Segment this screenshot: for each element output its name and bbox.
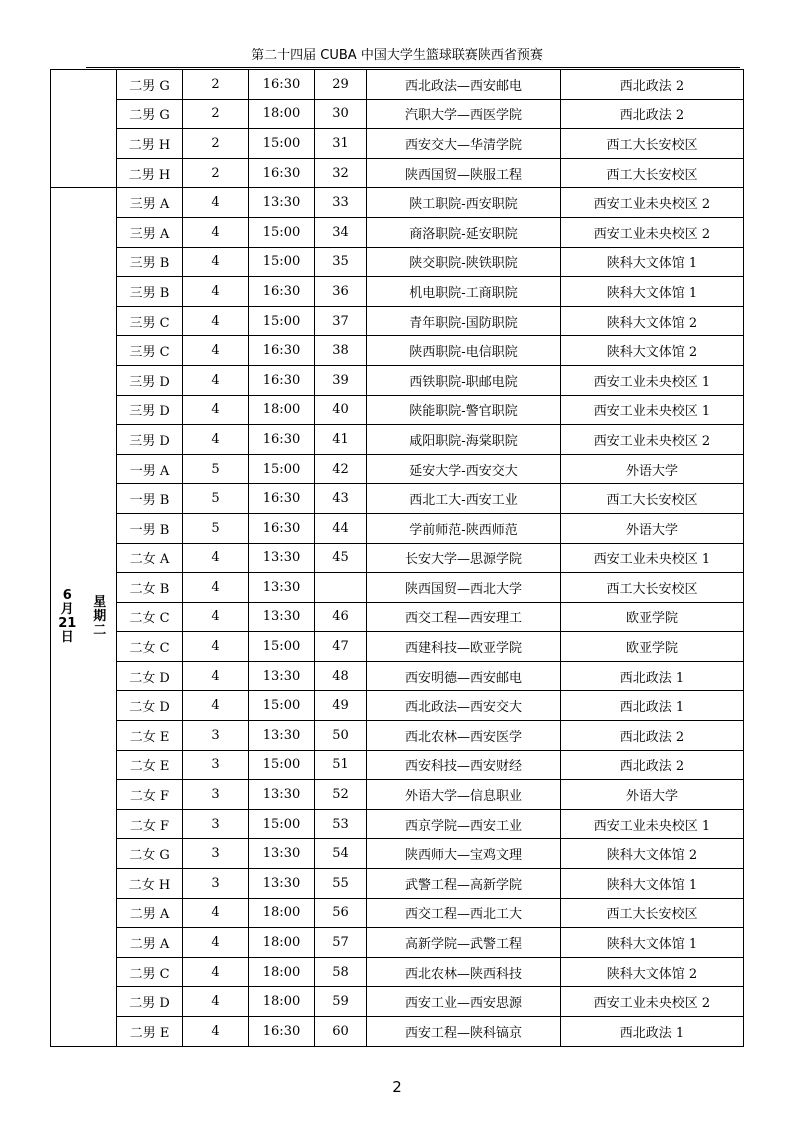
table-row (51, 188, 744, 218)
date-char: 日 (60, 629, 74, 645)
venue-cell: 西安工业未央校区 1 (561, 395, 744, 425)
time-cell: 16:30 (249, 484, 315, 514)
matchup-cell: 青年职院-国防职院 (367, 306, 561, 336)
group-cell: 二女 G (117, 839, 183, 869)
date-char: 月 (60, 601, 74, 617)
venue-cell: 欧亚学院 (561, 602, 744, 632)
match-number-cell: 50 (315, 721, 367, 751)
group-cell: 二男 A (117, 928, 183, 958)
matchup-cell: 机电职院-工商职院 (367, 277, 561, 307)
group-cell: 三男 A (117, 217, 183, 247)
document-header: 第二十四届 CUBA 中国大学生篮球联赛陕西省预赛 (251, 48, 543, 63)
date-char: 21 (58, 615, 77, 631)
venue-cell: 西安工业未央校区 1 (561, 809, 744, 839)
match-number-cell: 58 (315, 957, 367, 987)
time-cell: 15:00 (249, 632, 315, 662)
matchup-cell: 陕西师大—宝鸡文理 (367, 839, 561, 869)
time-cell: 18:00 (249, 99, 315, 129)
time-cell: 16:30 (249, 1017, 315, 1047)
match-number-cell: 47 (315, 632, 367, 662)
venue-cell: 陕科大文体馆 2 (561, 839, 744, 869)
group-cell: 三男 D (117, 395, 183, 425)
time-cell: 16:30 (249, 70, 315, 100)
round-cell: 4 (183, 365, 249, 395)
venue-cell: 陕科大文体馆 2 (561, 336, 744, 366)
time-cell: 13:30 (249, 839, 315, 869)
round-cell: 4 (183, 928, 249, 958)
venue-cell: 西安工业未央校区 2 (561, 425, 744, 455)
group-cell: 二男 D (117, 987, 183, 1017)
match-number-cell: 40 (315, 395, 367, 425)
group-cell: 一男 B (117, 484, 183, 514)
table-row (51, 484, 744, 514)
time-cell: 13:30 (249, 780, 315, 810)
date-cell (51, 188, 84, 1046)
time-cell: 16:30 (249, 425, 315, 455)
match-number-cell: 46 (315, 602, 367, 632)
match-number-cell: 55 (315, 869, 367, 899)
round-cell: 3 (183, 721, 249, 751)
venue-cell: 西工大长安校区 (561, 129, 744, 159)
match-number-cell: 57 (315, 928, 367, 958)
venue-cell: 陕科大文体馆 1 (561, 277, 744, 307)
table-row (51, 721, 744, 751)
weekday-char: 星 (93, 594, 107, 610)
round-cell: 2 (183, 70, 249, 100)
group-cell: 二女 E (117, 750, 183, 780)
time-cell: 15:00 (249, 750, 315, 780)
venue-cell: 西安工业未央校区 2 (561, 987, 744, 1017)
matchup-cell: 西交工程—西安理工 (367, 602, 561, 632)
table-row (51, 70, 744, 100)
venue-cell: 西安工业未央校区 2 (561, 217, 744, 247)
table-row (51, 691, 744, 721)
group-cell: 二女 D (117, 661, 183, 691)
table-row (51, 217, 744, 247)
match-number-cell: 51 (315, 750, 367, 780)
time-cell: 18:00 (249, 395, 315, 425)
time-cell: 16:30 (249, 365, 315, 395)
match-number-cell: 43 (315, 484, 367, 514)
round-cell: 4 (183, 573, 249, 603)
table-row (51, 987, 744, 1017)
round-cell: 4 (183, 691, 249, 721)
round-cell: 4 (183, 632, 249, 662)
match-number-cell: 53 (315, 809, 367, 839)
group-cell: 二男 G (117, 99, 183, 129)
group-cell: 二女 C (117, 602, 183, 632)
round-cell: 3 (183, 750, 249, 780)
group-cell: 二男 H (117, 129, 183, 159)
table-row (51, 425, 744, 455)
matchup-cell: 陕交职院-陕铁职院 (367, 247, 561, 277)
round-cell: 3 (183, 780, 249, 810)
venue-cell: 陕科大文体馆 1 (561, 869, 744, 899)
matchup-cell: 西北农林—西安医学 (367, 721, 561, 751)
matchup-cell: 武警工程—高新学院 (367, 869, 561, 899)
group-cell: 二男 G (117, 70, 183, 100)
group-cell: 二男 E (117, 1017, 183, 1047)
table-row (51, 158, 744, 188)
venue-cell: 西工大长安校区 (561, 158, 744, 188)
matchup-cell: 陕能职院-警官职院 (367, 395, 561, 425)
match-number-cell: 34 (315, 217, 367, 247)
schedule-body (51, 70, 744, 1047)
match-number-cell: 32 (315, 158, 367, 188)
round-cell: 4 (183, 661, 249, 691)
table-row (51, 898, 744, 928)
table-row (51, 839, 744, 869)
group-cell: 一男 B (117, 513, 183, 543)
matchup-cell: 外语大学—信息职业 (367, 780, 561, 810)
venue-cell: 西工大长安校区 (561, 898, 744, 928)
time-cell: 13:30 (249, 573, 315, 603)
venue-cell: 外语大学 (561, 454, 744, 484)
table-row (51, 602, 744, 632)
match-number-cell: 44 (315, 513, 367, 543)
time-cell: 18:00 (249, 987, 315, 1017)
time-cell: 15:00 (249, 217, 315, 247)
match-number-cell: 49 (315, 691, 367, 721)
group-cell: 三男 B (117, 277, 183, 307)
matchup-cell: 陕西职院-电信职院 (367, 336, 561, 366)
table-row (51, 661, 744, 691)
matchup-cell: 西安工程—陕科镐京 (367, 1017, 561, 1047)
time-cell: 13:30 (249, 661, 315, 691)
match-number-cell: 52 (315, 780, 367, 810)
round-cell: 4 (183, 188, 249, 218)
round-cell: 4 (183, 336, 249, 366)
venue-cell: 西北政法 2 (561, 721, 744, 751)
match-number-cell: 54 (315, 839, 367, 869)
venue-cell: 西安工业未央校区 1 (561, 543, 744, 573)
match-number-cell: 29 (315, 70, 367, 100)
table-row (51, 573, 744, 603)
round-cell: 5 (183, 484, 249, 514)
table-row (51, 869, 744, 899)
time-cell: 13:30 (249, 869, 315, 899)
time-cell: 16:30 (249, 277, 315, 307)
table-row (51, 780, 744, 810)
group-cell: 三男 C (117, 336, 183, 366)
match-number-cell: 38 (315, 336, 367, 366)
matchup-cell: 西北政法—西安邮电 (367, 70, 561, 100)
round-cell: 4 (183, 395, 249, 425)
table-row (51, 928, 744, 958)
time-cell: 15:00 (249, 129, 315, 159)
group-cell: 三男 D (117, 365, 183, 395)
match-number-cell: 31 (315, 129, 367, 159)
round-cell: 4 (183, 957, 249, 987)
time-cell: 18:00 (249, 957, 315, 987)
matchup-cell: 西安明德—西安邮电 (367, 661, 561, 691)
table-row (51, 247, 744, 277)
table-row (51, 750, 744, 780)
matchup-cell: 学前师范-陕西师范 (367, 513, 561, 543)
match-number-cell: 45 (315, 543, 367, 573)
venue-cell: 西北政法 2 (561, 99, 744, 129)
matchup-cell: 延安大学-西安交大 (367, 454, 561, 484)
matchup-cell: 高新学院—武警工程 (367, 928, 561, 958)
table-row (51, 513, 744, 543)
round-cell: 4 (183, 602, 249, 632)
group-cell: 二女 A (117, 543, 183, 573)
match-number-cell: 39 (315, 365, 367, 395)
matchup-cell: 西安科技—西安财经 (367, 750, 561, 780)
venue-cell: 外语大学 (561, 780, 744, 810)
round-cell: 4 (183, 898, 249, 928)
header-rule (86, 67, 740, 68)
table-row (51, 336, 744, 366)
table-row (51, 395, 744, 425)
round-cell: 4 (183, 217, 249, 247)
round-cell: 2 (183, 99, 249, 129)
time-cell: 13:30 (249, 602, 315, 632)
group-cell: 二男 A (117, 898, 183, 928)
matchup-cell: 陕工职院-西安职院 (367, 188, 561, 218)
match-number-cell (315, 573, 367, 603)
table-row (51, 543, 744, 573)
matchup-cell: 西建科技—欧亚学院 (367, 632, 561, 662)
table-row (51, 809, 744, 839)
time-cell: 18:00 (249, 928, 315, 958)
venue-cell: 陕科大文体馆 2 (561, 957, 744, 987)
matchup-cell: 西安工业—西安思源 (367, 987, 561, 1017)
round-cell: 3 (183, 839, 249, 869)
venue-cell: 西北政法 1 (561, 661, 744, 691)
group-cell: 二女 B (117, 573, 183, 603)
group-cell: 二女 E (117, 721, 183, 751)
schedule-table (50, 69, 744, 1047)
date-cell-blank (51, 70, 84, 188)
venue-cell: 西工大长安校区 (561, 484, 744, 514)
match-number-cell: 30 (315, 99, 367, 129)
matchup-cell: 西安交大—华清学院 (367, 129, 561, 159)
match-number-cell: 35 (315, 247, 367, 277)
group-cell: 三男 C (117, 306, 183, 336)
match-number-cell: 60 (315, 1017, 367, 1047)
time-cell: 15:00 (249, 809, 315, 839)
group-cell: 二男 C (117, 957, 183, 987)
group-cell: 二男 H (117, 158, 183, 188)
weekday-char: 期 (93, 608, 107, 624)
venue-cell: 西北政法 1 (561, 1017, 744, 1047)
time-cell: 15:00 (249, 306, 315, 336)
matchup-cell: 商洛职院-延安职院 (367, 217, 561, 247)
matchup-cell: 西北政法—西安交大 (367, 691, 561, 721)
weekday-char: 二 (93, 622, 107, 638)
table-row (51, 277, 744, 307)
table-row (51, 454, 744, 484)
group-cell: 二女 D (117, 691, 183, 721)
match-number-cell: 37 (315, 306, 367, 336)
round-cell: 4 (183, 247, 249, 277)
match-number-cell: 56 (315, 898, 367, 928)
date-char: 6 (62, 587, 72, 603)
round-cell: 4 (183, 543, 249, 573)
match-number-cell: 36 (315, 277, 367, 307)
weekday-cell (84, 188, 117, 1046)
round-cell: 4 (183, 306, 249, 336)
venue-cell: 陕科大文体馆 2 (561, 306, 744, 336)
matchup-cell: 西铁职院-职邮电院 (367, 365, 561, 395)
round-cell: 2 (183, 129, 249, 159)
time-cell: 15:00 (249, 691, 315, 721)
venue-cell: 欧亚学院 (561, 632, 744, 662)
round-cell: 5 (183, 513, 249, 543)
weekday-cell-blank (84, 70, 117, 188)
venue-cell: 外语大学 (561, 513, 744, 543)
venue-cell: 陕科大文体馆 1 (561, 247, 744, 277)
time-cell: 15:00 (249, 454, 315, 484)
matchup-cell: 陕西国贸—西北大学 (367, 573, 561, 603)
table-row (51, 957, 744, 987)
group-cell: 二女 F (117, 809, 183, 839)
table-row (51, 1017, 744, 1047)
group-cell: 三男 D (117, 425, 183, 455)
match-number-cell: 48 (315, 661, 367, 691)
matchup-cell: 西北农林—陕西科技 (367, 957, 561, 987)
time-cell: 16:30 (249, 158, 315, 188)
time-cell: 13:30 (249, 188, 315, 218)
round-cell: 2 (183, 158, 249, 188)
matchup-cell: 西北工大-西安工业 (367, 484, 561, 514)
venue-cell: 西工大长安校区 (561, 573, 744, 603)
time-cell: 13:30 (249, 543, 315, 573)
round-cell: 3 (183, 809, 249, 839)
group-cell: 一男 A (117, 454, 183, 484)
venue-cell: 西北政法 2 (561, 750, 744, 780)
table-row (51, 632, 744, 662)
round-cell: 4 (183, 987, 249, 1017)
matchup-cell: 西京学院—西安工业 (367, 809, 561, 839)
round-cell: 3 (183, 869, 249, 899)
round-cell: 4 (183, 425, 249, 455)
table-row (51, 99, 744, 129)
table-row (51, 129, 744, 159)
match-number-cell: 59 (315, 987, 367, 1017)
round-cell: 4 (183, 1017, 249, 1047)
matchup-cell: 咸阳职院-海棠职院 (367, 425, 561, 455)
round-cell: 5 (183, 454, 249, 484)
matchup-cell: 汽职大学—西医学院 (367, 99, 561, 129)
venue-cell: 西安工业未央校区 1 (561, 365, 744, 395)
match-number-cell: 41 (315, 425, 367, 455)
round-cell: 4 (183, 277, 249, 307)
venue-cell: 西北政法 2 (561, 70, 744, 100)
page-number: 2 (392, 1078, 402, 1096)
venue-cell: 陕科大文体馆 1 (561, 928, 744, 958)
time-cell: 18:00 (249, 898, 315, 928)
venue-cell: 西安工业未央校区 2 (561, 188, 744, 218)
time-cell: 16:30 (249, 513, 315, 543)
group-cell: 三男 A (117, 188, 183, 218)
time-cell: 16:30 (249, 336, 315, 366)
table-row (51, 306, 744, 336)
match-number-cell: 33 (315, 188, 367, 218)
group-cell: 二女 C (117, 632, 183, 662)
matchup-cell: 陕西国贸—陕服工程 (367, 158, 561, 188)
matchup-cell: 长安大学—思源学院 (367, 543, 561, 573)
time-cell: 13:30 (249, 721, 315, 751)
venue-cell: 西北政法 1 (561, 691, 744, 721)
time-cell: 15:00 (249, 247, 315, 277)
match-number-cell: 42 (315, 454, 367, 484)
group-cell: 三男 B (117, 247, 183, 277)
table-row (51, 365, 744, 395)
matchup-cell: 西交工程—西北工大 (367, 898, 561, 928)
group-cell: 二女 F (117, 780, 183, 810)
group-cell: 二女 H (117, 869, 183, 899)
